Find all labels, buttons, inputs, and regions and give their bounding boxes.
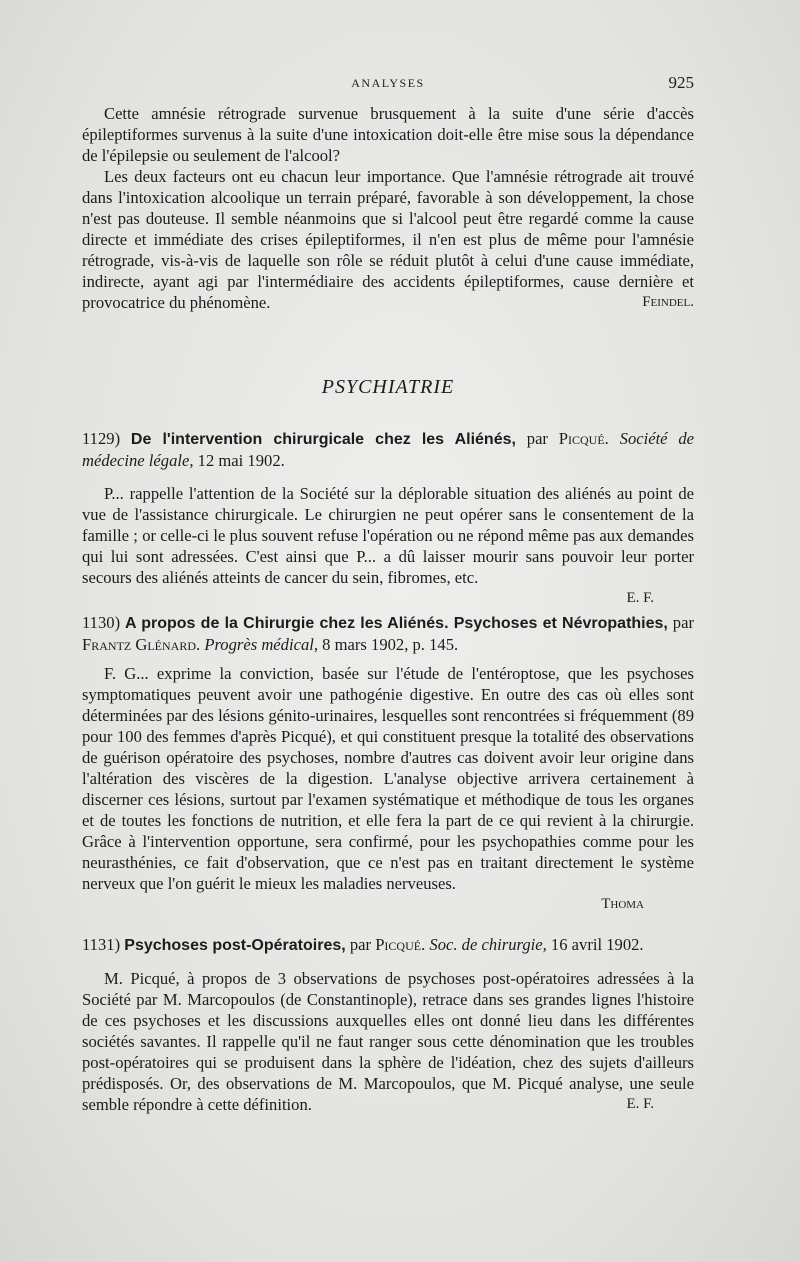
- entry-header: [82, 428, 694, 471]
- entry-date: 16 avril 1902.: [550, 935, 644, 954]
- entry-1131: [82, 934, 694, 1115]
- entry-1129: [82, 428, 694, 609]
- entry-source: Progrès médical,: [204, 635, 319, 654]
- intro-block: [82, 103, 694, 313]
- entry-source: Soc. de chirurgie,: [429, 935, 547, 954]
- running-head: [82, 73, 694, 96]
- entry-title: De l'intervention chirurgicale chez les Aliénés,: [130, 431, 516, 448]
- entry-author: Picqué.: [375, 935, 426, 954]
- entry-date: 12 mai 1902.: [197, 451, 285, 470]
- entry-signature: Thoma: [601, 896, 644, 912]
- author-prefix: par: [672, 613, 694, 632]
- entry-source: Société de médecine légale,: [82, 429, 695, 470]
- entry-author: Frantz Glénard.: [82, 635, 201, 654]
- entry-author: Picqué.: [558, 429, 609, 448]
- entry-header: [82, 934, 694, 956]
- entry-body: M. Picqué, à propos de 3 observations de psychoses post-opératoires adressées à la Société par M. Marcopoulos (de Constantinople), retrace dans ses grandes lignes l'histoire de ces psychoses et les discussions auxquelles elles ont donné lieu dans les différentes sociétés savantes. Il rappelle qu'il ne faut ranger sous cette dénomination que les troubles post-opératoires qui se produisent dans la sphère de l'idéation, chez des sujets d'ailleurs prédisposés. Or, des observations de M. Marcopoulos, que M. Picqué analyse, une seule semble répondre à cette définition.: [82, 969, 694, 1114]
- entry-number: 1131): [82, 935, 121, 954]
- section-title: PSYCHIATRIE: [321, 376, 455, 398]
- entry-date: 8 mars 1902, p. 145.: [322, 635, 459, 654]
- author-prefix: par: [349, 935, 372, 954]
- entry-signature: E. F.: [626, 1096, 654, 1112]
- entry-title: Psychoses post-Opératoires,: [124, 937, 346, 954]
- entry-number: 1129): [82, 429, 121, 448]
- section-heading: [82, 376, 694, 399]
- entry-body: F. G... exprime la conviction, basée sur l'étude de l'entéroptose, que les psychoses symptomatiques peuvent avoir une pathogénie digestive. En outre des cas où elles sont déterminées par des lésions génito-urinaires, lesquelles sont rencontrées si fréquemment (89 pour 100 des femmes d'après Picqué), et qui constituent presque la totalité des observations de guérison opératoire des psychoses, nombre d'autres cas doivent avoir leur origine dans l'altération des viscères de la digestion. L'analyse objective arrivera certainement à discerner ces lésions, surtout par l'examen systématique et méthodique de tous les organes et de toutes les fonctions de nutrition, et elle fera la part de ce qui revient à la chirurgie. Grâce à l'intervention opportune, sera confirmé, pour les psychopathies comme pour les neurasthénies, ce fait d'observation, que ce n'est pas en traitant directement le système nerveux que l'on guérit le mieux les maladies nerveuses.: [82, 664, 694, 893]
- entry-body: P... rappelle l'attention de la Société sur la déplorable situation des aliénés au point de vue de l'assistance chirurgicale. Le chirurgien ne peut opérer sans le consentement de la famille ; or celle-ci le plus souvent refuse l'opération ou ne répond même pas aux demandes qui lui sont adressées. C'est ainsi que P... a dû laisser mourir sans pouvoir leur porter secours des aliénés atteints de cancer du sein, fibromes, etc.: [82, 484, 694, 587]
- entry-signature: E. F.: [626, 590, 654, 606]
- author-prefix: par: [526, 429, 548, 448]
- entry-1130: [82, 612, 694, 915]
- entry-title: A propos de la Chirurgie chez les Aliénés. Psychoses et Névropathies,: [125, 615, 668, 632]
- entry-number: 1130): [82, 613, 121, 632]
- intro-paragraph-1: Cette amnésie rétrograde survenue brusquement à la suite d'une série d'accès épileptiformes survenus à la suite d'une intoxication doit-elle être mise sous la dépendance de l'épilepsie ou seulement de l'alcool?: [82, 104, 694, 165]
- running-title: ANALYSES: [351, 76, 425, 90]
- entry-header: [82, 612, 694, 655]
- signature-feindel: Feindel.: [642, 294, 694, 310]
- intro-paragraph-2: Les deux facteurs ont eu chacun leur importance. Que l'amnésie rétrograde ait trouvé dans l'intoxication alcoolique un terrain préparé, favorable à son développement, la chose n'est pas douteuse. Il semble néanmoins que si l'alcool peut être regardé comme la cause directe et immédiate des crises épileptiformes, il n'en est plus de même pour l'amnésie rétrograde, vis-à-vis de laquelle son rôle se réduit plutôt à celui d'une cause immédiate, indirecte, ayant agi par l'intermédiaire des accidents épileptiformes, cause dernière et provocatrice du phénomène.: [82, 167, 694, 312]
- page-number: 925: [668, 73, 694, 92]
